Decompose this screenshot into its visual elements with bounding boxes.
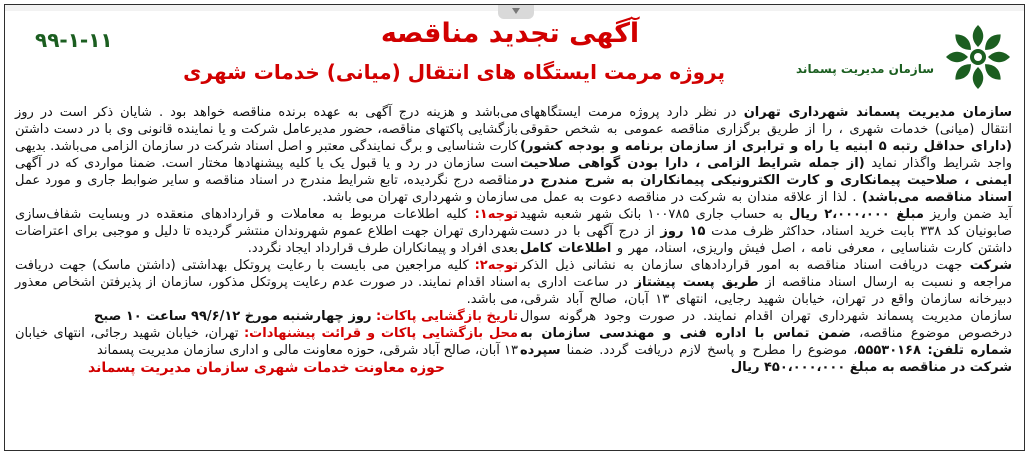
body-column-right — [520, 104, 1012, 376]
deposit-amount: سپرده شرکت در مناقصه به مبلغ ۴۵۰،۰۰۰،۰۰۰ ریال — [520, 343, 1012, 375]
invite-text-5: در ساعت اداری به دبیرخانه سازمان واقع در تهران، خیابان شهید رجایی، انتهای ۱۳ آبان، صالح آباد شرقی، سازمان مدیریت پسماند شهرداری تهران اقدام نمایند. در صورت وجود هرگونه سوال درخصوص موضوع مناقصه، — [520, 275, 1013, 341]
note-1 — [15, 206, 518, 257]
invite-text-2: به حساب جاری ۱۰۰۷۸۵ بانک شهر شعبه شهید صابونیان کد ۳۳۸ بابت خرید اسناد، حداکثر ظرف مدت — [520, 207, 1012, 239]
note-1-label: توجه۱: — [474, 207, 518, 222]
opening-location-label: محل بازگشایی پاکات و قرائت پیشنهادات: — [243, 326, 518, 341]
note-2-text: کلیه مراجعین می بایست با رعایت پروتکل بهداشتی (داشتن ماسک) جهت دریافت اسناد اقدام نمایند. در صورت عدم رعایت پروتکل مذکور، سازمان از پذیرفتن اشخاص معذور می باشد. — [15, 258, 518, 307]
invite-text-3: از درج آگهی با در دست داشتن کارت شناسایی ، معرفی نامه ، اصل فیش واریزی، اسناد، مهر و — [520, 224, 1012, 256]
ad-title: آگهی تجدید مناقصه — [380, 18, 640, 49]
tender-advertisement — [4, 4, 1025, 451]
requirement-conditions: (از جمله شرایط الزامی ، دارا بودن گواهی صلاحیت ایمنی ، صلاحیت پیمانکاری و کارت الکترونیکی پیمانکاران به شرح مندرج در اسناد مناقصه می‌باشد) — [520, 156, 1012, 205]
opening-date — [15, 308, 518, 325]
company-info: اطلاعات کامل شرکت — [520, 241, 1012, 273]
chevron-down-icon — [498, 5, 534, 19]
invite-text-4: جهت دریافت اسناد مناقصه به امور قراردادهای سازمان به نشانی ذیل الذکر مراجعه و نسبت به ارسال اسناد مناقصه از — [520, 258, 1012, 290]
opening-date-label: تاریخ بازگشایی پاکات: — [376, 309, 518, 324]
note-2 — [15, 257, 518, 308]
requirement-grade: (دارای حداقل رتبه ۵ ابنیه یا راه و ترابری از سازمان برنامه و بودجه کشور) — [520, 139, 1012, 154]
express-post: طریق پست پیشتاز — [634, 275, 759, 290]
intro-org: سازمان مدیریت پسماند شهرداری تهران — [743, 105, 1012, 120]
contact-phone: ضمن تماس با اداره فنی و مهندسی سازمان به شماره تلفن: ۵۵۵۳۰۱۶۸ — [520, 326, 1012, 358]
tender-description — [520, 104, 1012, 376]
invite-text-1: . لذا از علاقه مندان به شرکت در مناقصه دعوت به عمل می آید ضمن واریز — [520, 190, 1013, 222]
scan-top-ribbon — [5, 5, 1024, 11]
ad-number: ۹۹-۱-۱۱ — [35, 28, 113, 52]
note-1-text: کلیه اطلاعات مربوط به معاملات و قراردادهای منعقده در وبسایت شفاف‌سازی شهرداری تهران جهت اطلاع عموم شهروندان منتشر گردیده تا دلیل و موجبی برای اعتراضات بعدی افراد و پیمانکاران طرف قرارداد ایجاد نگردد. — [15, 207, 518, 256]
general-terms: می‌باشد و هزینه درج آگهی به عهده برنده مناقصه خواهد بود . شایان ذکر است در روز بازگشایی پاکتهای مناقصه، حضور مدیرعامل شرکت و یا نماینده قانونی وی با در دست داشتن کارت شناسایی و برگ نمایندگی معتبر و اصل اسناد شرکت در سازمان الزامی می‌باشد. بدیهی است سازمان در رد و یا قبول یک یا کلیه پیشنهادها مختار است. ضمنا مواردی که در آگهی مناقصه درج نگردیده، تابع شرایط مندرج در اسناد مناقصه و سایر ضوابط جاری و مورد عمل سازمان و شهرداری تهران می باشد. — [15, 105, 518, 205]
organization-name: سازمان مدیریت پسماند — [796, 62, 934, 76]
document-fee: مبلغ ۲،۰۰۰،۰۰۰ ریال — [789, 207, 924, 222]
body-column-left — [15, 104, 518, 377]
note-2-label: توجه۲: — [474, 258, 518, 273]
deadline-days: ۱۵ روز — [660, 224, 706, 239]
ad-subtitle: پروژه مرمت ایستگاه های انتقال (میانی) خدمات شهری — [183, 60, 725, 84]
tehran-municipality-logo-icon — [944, 23, 1012, 91]
intro-text: در نظر دارد پروژه مرمت ایستگاههای انتقال (میانی) خدمات شهری ، را از طریق برگزاری مناقصه عمومی به شخص حقوقی — [520, 105, 1012, 137]
signature: حوزه معاونت خدمات شهری سازمان مدیریت پسماند — [87, 360, 445, 376]
opening-location — [15, 325, 518, 359]
invite-text-6: ، موضوع را مطرح و پاسخ لازم دریافت گردد. ضمنا — [560, 343, 858, 358]
opening-location-value: تهران، خیابان شهید رجائی، انتهای خیابان ۱۳ آبان، صالح آباد شرقی، حوزه معاونت مالی و اداری سازمان مدیریت پسماند — [15, 326, 518, 358]
requirement-text: واجد شرایط واگذار نماید — [864, 156, 1012, 171]
opening-date-value: روز چهارشنبه مورخ ۹۹/۶/۱۲ ساعت ۱۰ صبح — [94, 309, 377, 324]
